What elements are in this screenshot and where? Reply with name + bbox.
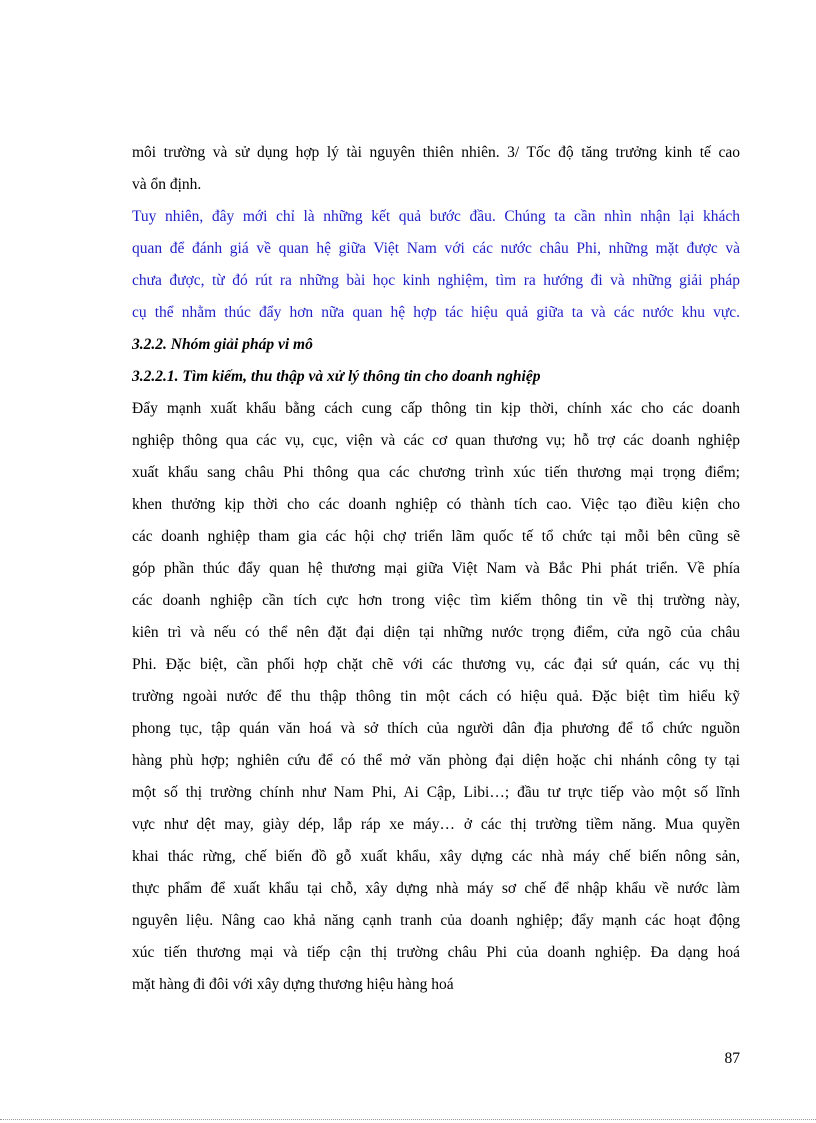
body-line: trường ngoài nước để thu thập thông tin một cách có hiệu quả. Đặc biệt tìm hiểu kỹ xyxy=(132,688,740,705)
section-heading: 3.2.2. Nhóm giải pháp vi mô xyxy=(132,336,313,353)
highlight-line: Tuy nhiên, đây mới chỉ là những kết quả bước đầu. Chúng ta cần nhìn nhận lại khách xyxy=(132,208,740,225)
body-line: kiên trì và nếu có thể nên đặt đại diện tại những nước trọng điểm, cửa ngõ của châu xyxy=(132,624,740,641)
body-line: xuất khẩu sang châu Phi thông qua các chương trình xúc tiến thương mại trọng điểm; xyxy=(132,464,740,481)
body-line: Đẩy mạnh xuất khẩu bằng cách cung cấp thông tin kịp thời, chính xác cho các doanh xyxy=(132,400,740,417)
body-line: phong tục, tập quán văn hoá và sở thích của người dân địa phương để tổ chức nguồn xyxy=(132,720,740,737)
body-line: Phi. Đặc biệt, cần phối hợp chặt chẽ với các thương vụ, các đại sứ quán, các vụ thị xyxy=(132,656,740,673)
body-line: khai thác rừng, chế biến đồ gỗ xuất khẩu, xây dựng các nhà máy chế biến nông sản, xyxy=(132,848,740,865)
body-line: các doanh nghiệp tham gia các hội chợ triển lãm quốc tế tổ chức tại mỗi bên cũng sẽ xyxy=(132,528,740,545)
highlight-line: chưa được, từ đó rút ra những bài học kinh nghiệm, tìm ra hướng đi và những giải pháp xyxy=(132,272,740,289)
body-line: góp phần thúc đẩy quan hệ thương mại giữa Việt Nam và Bắc Phi phát triển. Về phía xyxy=(132,560,740,577)
body-line: mặt hàng đi đôi với xây dựng thương hiệu hàng hoá xyxy=(132,976,454,993)
body-line: xúc tiến thương mại và tiếp cận thị trường châu Phi của doanh nghiệp. Đa dạng hoá xyxy=(132,944,740,961)
intro-line: môi trường và sử dụng hợp lý tài nguyên thiên nhiên. 3/ Tốc độ tăng trưởng kinh tế cao xyxy=(132,144,740,161)
page-content xyxy=(132,139,740,1003)
body-line: một số thị trường chính như Nam Phi, Ai Cập, Libi…; đầu tư trực tiếp vào một số lĩnh xyxy=(132,784,740,801)
body-line: hàng phù hợp; nghiên cứu để có thể mở văn phòng đại diện hoặc chi nhánh công ty tại xyxy=(132,752,740,769)
page-bottom-rule xyxy=(0,1119,816,1121)
body-line: nghiệp thông qua các vụ, cục, viện và các cơ quan thương vụ; hỗ trợ các doanh nghiệp xyxy=(132,432,740,449)
body-line: thực phẩm để xuất khẩu tại chỗ, xây dựng nhà máy sơ chế để nhập khẩu về nước làm xyxy=(132,880,740,897)
body-line: khen thưởng kịp thời cho các doanh nghiệp có thành tích cao. Việc tạo điều kiện cho xyxy=(132,496,740,513)
highlight-line: quan để đánh giá về quan hệ giữa Việt Nam với các nước châu Phi, những mặt được và xyxy=(132,240,740,257)
page-number: 87 xyxy=(724,1050,740,1067)
highlight-line: cụ thể nhằm thúc đẩy hơn nữa quan hệ hợp tác hiệu quả giữa ta và các nước khu vực. xyxy=(132,304,740,321)
body-line: vực như dệt may, giày dép, lắp ráp xe máy… ở các thị trường tiềm năng. Mua quyền xyxy=(132,816,740,833)
body-line: các doanh nghiệp cần tích cực hơn trong việc tìm kiếm thông tin về thị trường này, xyxy=(132,592,740,609)
subsection-heading: 3.2.2.1. Tìm kiếm, thu thập và xử lý thông tin cho doanh nghiệp xyxy=(132,368,541,385)
body-line: nguyên liệu. Nâng cao khả năng cạnh tranh của doanh nghiệp; đẩy mạnh các hoạt động xyxy=(132,912,740,929)
intro-line: và ổn định. xyxy=(132,176,202,193)
